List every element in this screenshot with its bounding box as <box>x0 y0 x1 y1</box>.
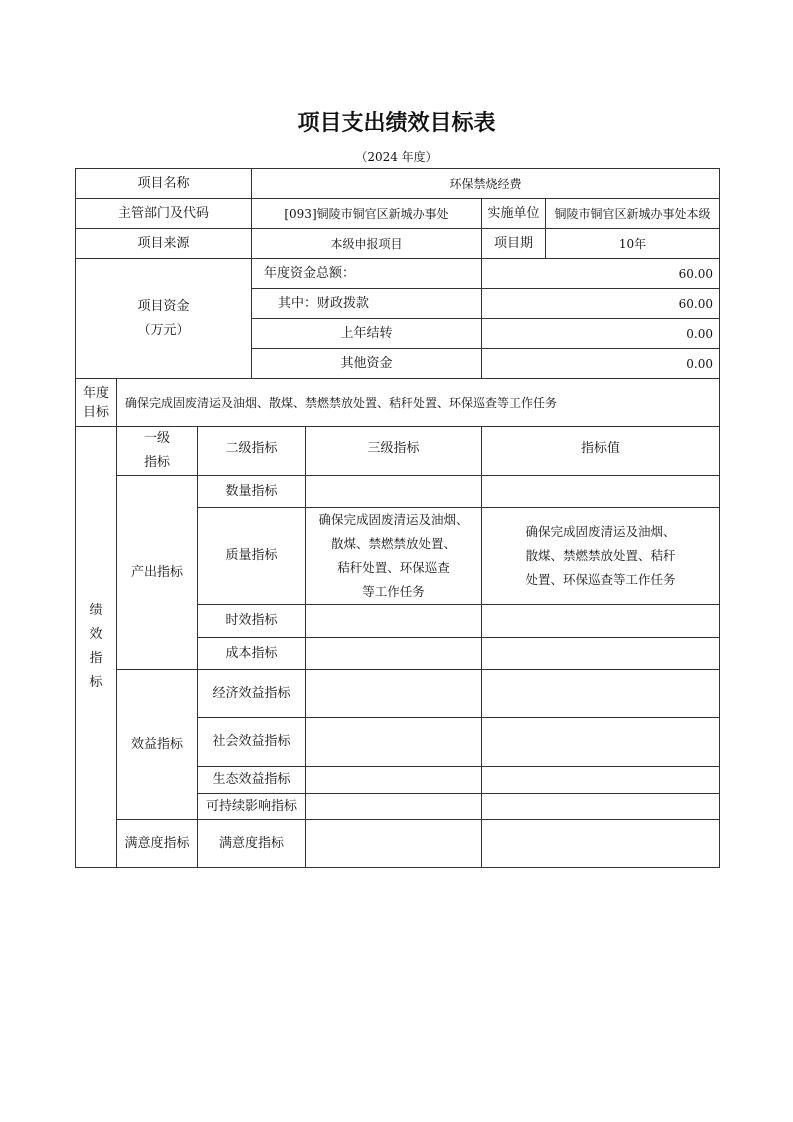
level2-economic: 经济效益指标 <box>197 669 306 718</box>
header-level2: 二级指标 <box>197 426 306 476</box>
funds-carryover-value: 0.00 <box>481 318 720 349</box>
header-level1 <box>116 426 198 476</box>
level2-timeliness: 时效指标 <box>197 604 306 638</box>
level3-line: 秸秆处置、环保巡查 <box>337 560 450 575</box>
value-cell <box>481 793 720 820</box>
dept-value: [093]铜陵市铜官区新城办事处 <box>251 198 482 229</box>
funds-fiscal-label: 其中：财政拨款 <box>251 288 482 319</box>
funds-carryover-label: 上年结转 <box>251 318 482 349</box>
perf-side-char: 标 <box>89 675 103 690</box>
funds-fiscal-value: 60.00 <box>481 288 720 319</box>
value-cell <box>481 604 720 638</box>
value-cell <box>481 766 720 794</box>
funds-label <box>75 258 252 379</box>
level3-cell <box>305 717 482 767</box>
funds-total-label: 年度资金总额： <box>251 258 482 289</box>
value-quality <box>481 507 720 605</box>
header-level3: 三级指标 <box>305 426 482 476</box>
period-value: 10年 <box>545 228 720 259</box>
level3-line: 等工作任务 <box>362 584 425 599</box>
value-line: 散煤、禁燃禁放处置、秸秆 <box>525 548 676 563</box>
dept-label: 主管部门及代码 <box>75 198 252 229</box>
source-value: 本级申报项目 <box>251 228 482 259</box>
header-level1-b: 指标 <box>143 455 170 470</box>
value-cell <box>481 475 720 508</box>
impl-value: 铜陵市铜官区新城办事处本级 <box>545 198 720 229</box>
goal-label-1: 年度 <box>82 385 109 401</box>
value-line: 确保完成固废清运及油烟、 <box>525 524 676 539</box>
level3-cell <box>305 604 482 638</box>
value-cell <box>481 717 720 767</box>
level2-satisfaction: 满意度指标 <box>197 819 306 868</box>
perf-side-char: 指 <box>89 651 103 666</box>
level3-cell <box>305 766 482 794</box>
perf-side-char: 效 <box>89 627 103 642</box>
funds-total-value: 60.00 <box>481 258 720 289</box>
page-title: 项目支出绩效目标表 <box>297 111 496 136</box>
benefit-indicators-label: 效益指标 <box>116 669 198 820</box>
level3-cell <box>305 793 482 820</box>
funds-other-value: 0.00 <box>481 348 720 379</box>
satisfaction-indicators-label: 满意度指标 <box>116 819 198 868</box>
value-line: 处置、环保巡查等工作任务 <box>525 572 676 587</box>
level2-quality: 质量指标 <box>197 507 306 605</box>
level3-line: 确保完成固废清运及油烟、 <box>318 512 469 527</box>
source-label: 项目来源 <box>75 228 252 259</box>
header-level1-a: 一级 <box>143 431 170 446</box>
project-name-label: 项目名称 <box>75 168 252 199</box>
impl-label: 实施单位 <box>481 198 546 229</box>
level2-sustainable: 可持续影响指标 <box>197 793 306 820</box>
year-subtitle: （2024 年度） <box>355 150 438 164</box>
value-cell <box>481 637 720 670</box>
level2-ecological: 生态效益指标 <box>197 766 306 794</box>
output-indicators-label: 产出指标 <box>116 475 198 670</box>
period-label: 项目期 <box>481 228 546 259</box>
perf-side-char: 绩 <box>89 603 103 618</box>
funds-unit: （万元） <box>137 322 190 338</box>
level3-cell <box>305 819 482 868</box>
funds-label-text: 项目资金 <box>137 298 190 314</box>
goal-text: 确保完成固废清运及油烟、散煤、禁燃禁放处置、秸秆处置、环保巡查等工作任务 <box>116 378 720 427</box>
value-cell <box>481 669 720 718</box>
funds-other-label: 其他资金 <box>251 348 482 379</box>
level3-line: 散煤、禁燃禁放处置、 <box>330 536 456 551</box>
value-cell <box>481 819 720 868</box>
perf-side-label <box>75 426 117 868</box>
goal-label-2: 目标 <box>82 404 109 420</box>
level3-cell <box>305 475 482 508</box>
level3-quality <box>305 507 482 605</box>
level2-social: 社会效益指标 <box>197 717 306 767</box>
level3-cell <box>305 669 482 718</box>
level2-cost: 成本指标 <box>197 637 306 670</box>
level2-quantity: 数量指标 <box>197 475 306 508</box>
level3-cell <box>305 637 482 670</box>
goal-label <box>75 378 117 427</box>
project-name-value: 环保禁烧经费 <box>251 168 720 199</box>
header-value: 指标值 <box>481 426 720 476</box>
